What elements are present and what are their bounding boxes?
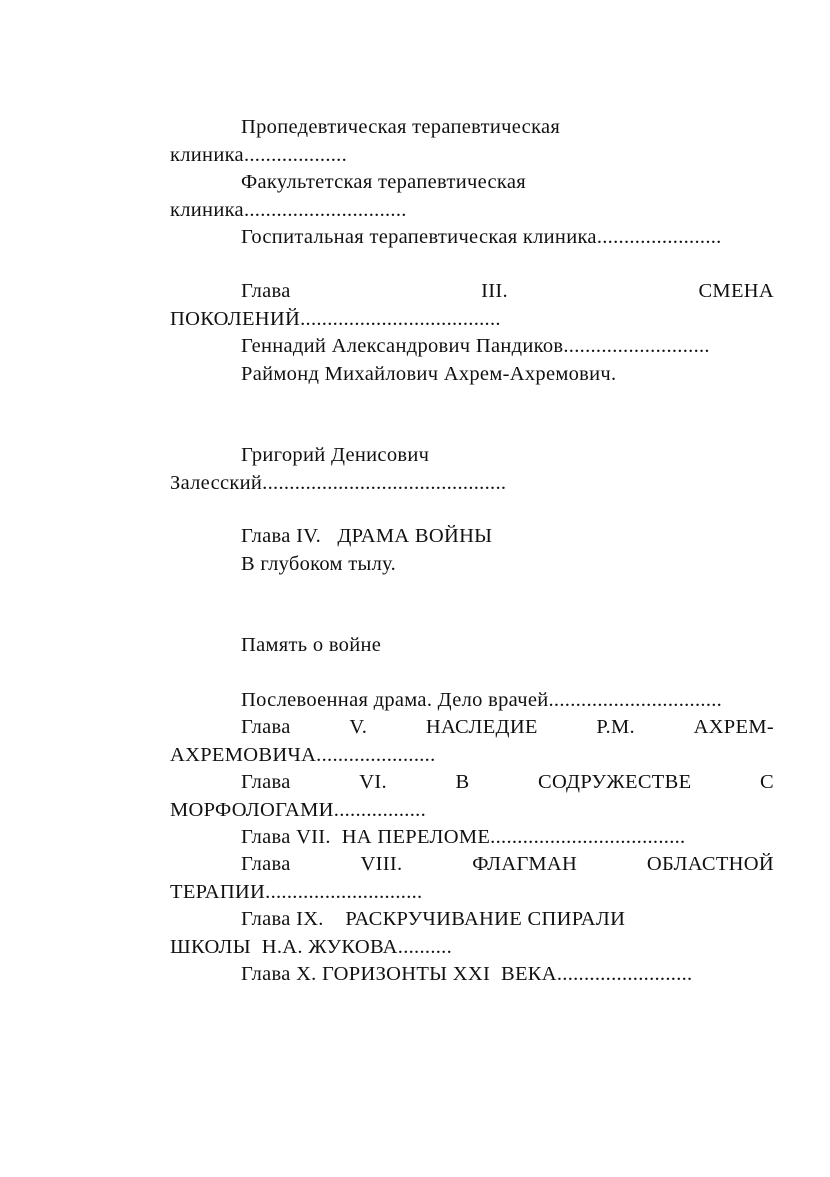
toc-chapter-5-cont: АХРЕМОВИЧА...................... — [170, 744, 436, 766]
toc-chapter-3 — [241, 278, 774, 305]
toc-chapter-4: Глава IV. ДРАМА ВОЙНЫ — [241, 525, 493, 547]
chapter-title-part: С — [759, 771, 774, 793]
chapter-word: Глава — [241, 771, 291, 793]
toc-chapter-7: Глава VII. НА ПЕРЕЛОМЕ.................................... — [241, 826, 686, 848]
toc-chapter-10: Глава X. ГОРИЗОНТЫ XXI ВЕКА......................... — [241, 963, 693, 985]
chapter-title-part: СМЕНА — [698, 280, 774, 302]
toc-entry-pandikov: Геннадий Александрович Пандиков........................... — [241, 335, 710, 357]
toc-chapter-9: Глава IX. РАСКРУЧИВАНИЕ СПИРАЛИ — [241, 908, 626, 930]
toc-entry-akhrem: Раймонд Михайлович Ахрем-Ахремович. — [241, 363, 617, 385]
toc-chapter-8 — [241, 851, 774, 878]
chapter-title-part: ОБЛАСТНОЙ — [646, 853, 774, 875]
toc-chapter-6 — [241, 769, 774, 796]
toc-entry-postwar: Послевоенная драма. Дело врачей................................ — [241, 689, 723, 711]
chapter-title-part: Р.М. — [596, 716, 635, 738]
chapter-title-part: АХРЕМ- — [693, 716, 774, 738]
chapter-title-part: СОДРУЖЕСТВЕ — [537, 771, 692, 793]
toc-chapter-9-cont: ШКОЛЫ Н.А. ЖУКОВА.......... — [170, 936, 453, 958]
toc-chapter-5 — [241, 714, 774, 741]
toc-entry-rear: В глубоком тылу. — [241, 553, 397, 575]
chapter-word: Глава — [241, 280, 291, 302]
chapter-title-part: НАСЛЕДИЕ — [425, 716, 538, 738]
chapter-title-part: ФЛАГМАН — [472, 853, 578, 875]
toc-entry-propaedeutic-cont: клиника................... — [170, 144, 348, 166]
toc-chapter-8-cont: ТЕРАПИИ............................. — [170, 881, 423, 903]
chapter-number: III. — [481, 280, 508, 302]
chapter-number: V. — [349, 716, 368, 738]
toc-chapter-6-cont: МОРФОЛОГАМИ................. — [170, 799, 427, 821]
toc-entry-memory: Память о войне — [241, 634, 382, 656]
toc-entry-zalessky: Григорий Денисович — [241, 444, 430, 466]
toc-entry-faculty: Факультетская терапевтическая — [241, 171, 526, 193]
toc-entry-faculty-cont: клиника.............................. — [170, 199, 407, 221]
chapter-number: VI. — [359, 771, 387, 793]
chapter-number: VIII. — [360, 853, 403, 875]
toc-entry-zalessky-cont: Залесский............................................. — [170, 472, 507, 494]
toc-chapter-3-cont: ПОКОЛЕНИЙ..................................... — [170, 308, 501, 330]
chapter-word: Глава — [241, 853, 291, 875]
toc-entry-propaedeutic: Пропедевтическая терапевтическая — [241, 116, 561, 138]
toc-entry-hospital: Госпитальная терапевтическая клиника....................... — [241, 226, 722, 248]
chapter-title-part: В — [455, 771, 470, 793]
chapter-word: Глава — [241, 716, 291, 738]
